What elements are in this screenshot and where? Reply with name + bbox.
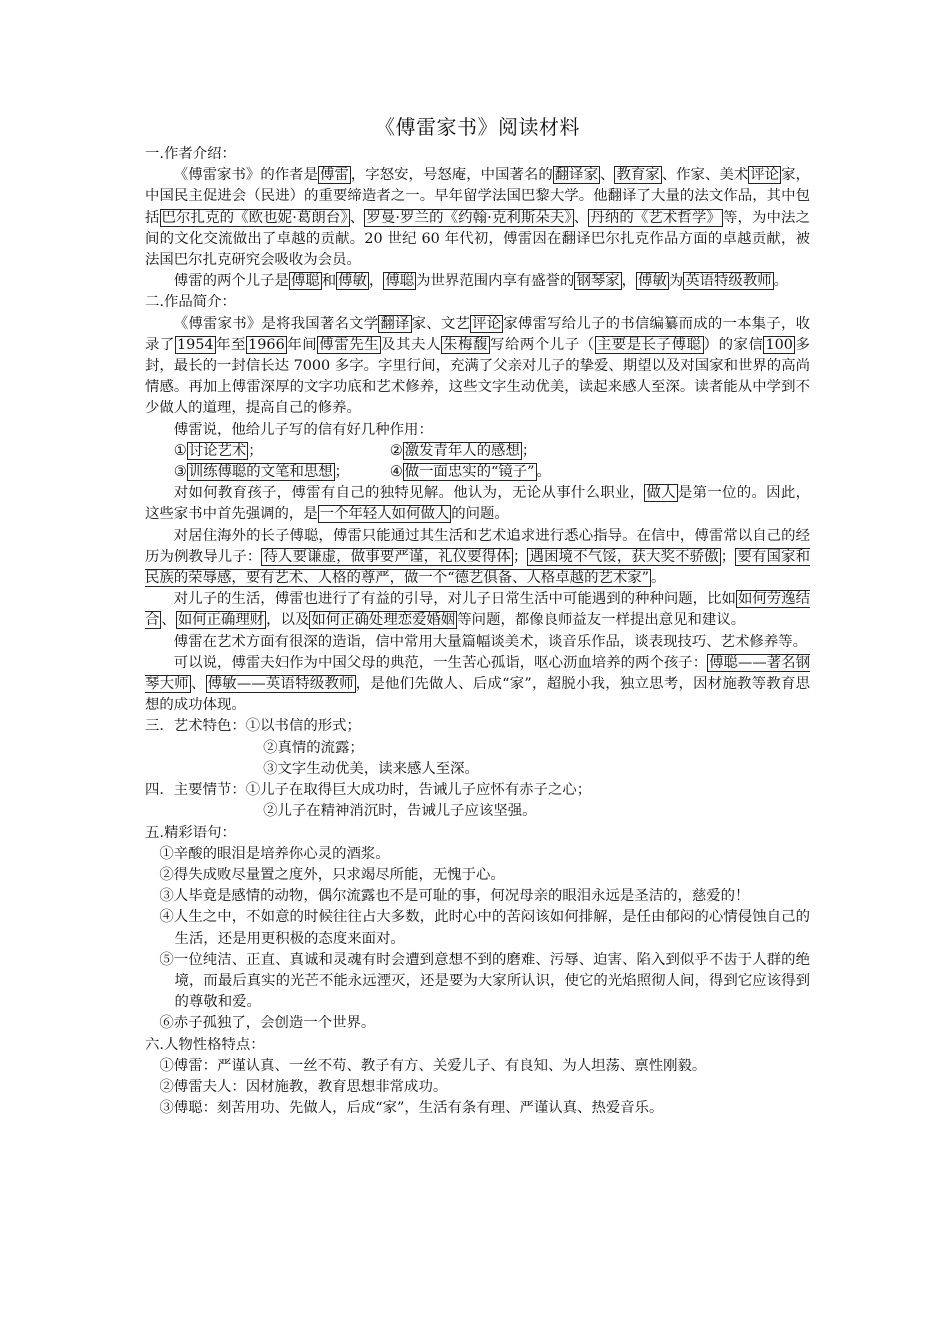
section-heading-plot xyxy=(145,780,810,801)
life-guidance-paragraph xyxy=(145,589,810,631)
section-heading-work: 二.作品简介： xyxy=(145,294,236,311)
boxed-keyword: 1966 xyxy=(248,336,285,353)
boxed-keyword: 翻译 xyxy=(380,315,410,332)
boxed-keyword: 一个年轻人如何做人 xyxy=(319,506,450,523)
character-item: ①傅雷：严谨认真、一丝不苟、教子有方、关爱儿子、有良知、为人坦荡、禀性刚毅。 xyxy=(159,1057,707,1074)
text-run: 《傅雷家书》的作者是 xyxy=(173,167,319,184)
art-paragraph: 傅雷在艺术方面有很深的造诣，信中常用大量篇幅谈美术，谈音乐作品，谈表现技巧、艺术修养等。 xyxy=(173,633,807,650)
document-title: 《傅雷家书》阅读材料 xyxy=(375,115,580,139)
text-run: 为 xyxy=(668,273,684,290)
boxed-keyword: 如何劳逸结合 xyxy=(145,591,810,629)
uses-intro: 傅雷说，他给儿子写的信有好几种作用： xyxy=(173,421,433,438)
boxed-keyword: 主要是长子傅聪 xyxy=(596,336,702,353)
text-run: ， xyxy=(368,273,384,290)
text-run: 的问题。 xyxy=(451,506,509,523)
text-run: 《傅雷家书》是将我国著名文学 xyxy=(173,315,379,332)
boxed-keyword: 激发青年人的感想 xyxy=(404,442,520,459)
use-punct: 。 xyxy=(536,464,551,481)
boxed-keyword: 翻译家 xyxy=(554,167,599,184)
quote-item: ④人生之中，不如意的时候往往占大多数，此时心中的苦闷该如何排解，是任由郁闷的心情侵蚀自己的生活，还是用更积极的态度来面对。 xyxy=(159,909,810,947)
boxed-keyword: 待人要谦虚，做事要严谨，礼仪要得体 xyxy=(263,548,511,565)
boxed-keyword: 傅雷 xyxy=(320,167,349,184)
quote-item: ③人毕竟是感情的动物，偶尔流露也不是可耻的事，何况母亲的眼泪永远是圣洁的，慈爱的！ xyxy=(159,888,750,905)
boxed-keyword: 巴尔扎克的《欧也妮·葛朗台》 xyxy=(161,209,348,226)
text-run: 家傅雷写给儿子的书信编纂而成的一本集子，收录了 xyxy=(145,315,810,353)
quote-item: ①辛酸的眼泪是培养你心灵的酒浆。 xyxy=(159,845,390,862)
text-run: 傅雷的两个儿子是 xyxy=(173,273,289,290)
uses-row xyxy=(145,462,810,483)
section-heading-art-features xyxy=(145,716,810,737)
boxed-keyword: 傅聪——著名钢琴大师 xyxy=(145,654,810,693)
boxed-keyword: 评论 xyxy=(750,167,780,184)
heading-text: 四．主要情节： xyxy=(145,782,246,799)
boxed-keyword: 傅聪 xyxy=(290,273,320,290)
boxed-keyword: 遇困境不气馁，获大奖不骄傲 xyxy=(529,548,719,565)
text-run: 是第一位的。因此，这些家书中首先强调的，是 xyxy=(145,485,810,523)
text-run: 、作家、美术 xyxy=(661,167,749,184)
text-run: 、 xyxy=(349,209,365,226)
use-number: ② xyxy=(389,442,403,459)
boxed-keyword: 100 xyxy=(765,336,793,353)
boxed-keyword: 如何正确处理恋爱婚姻 xyxy=(311,612,456,629)
text-run: ，是他们先做人、后成“家”，超脱小我，独立思考，因材施教等教育思想的成功体现。 xyxy=(145,676,810,714)
boxed-keyword: 评论 xyxy=(472,315,502,332)
section-heading-characters: 六.人物性格特点： xyxy=(145,1036,265,1053)
use-number: ④ xyxy=(389,464,403,481)
use-item xyxy=(174,462,390,483)
feature-item: ①以书信的形式； xyxy=(245,718,361,735)
text-run: 家、文艺 xyxy=(411,315,471,332)
text-run: 、 xyxy=(573,209,589,226)
use-number: ① xyxy=(173,442,187,459)
boxed-keyword: 教育家 xyxy=(616,167,660,184)
text-run: 写给两个儿子（ xyxy=(489,336,595,353)
feature-item: ③文字生动优美，读来感人至深。 xyxy=(263,760,479,777)
text-run: 、 xyxy=(161,612,176,629)
document-page xyxy=(145,112,810,1119)
boxed-keyword: 训练傅聪的文笔和思想 xyxy=(188,464,333,481)
text-run: 。 xyxy=(773,273,789,290)
use-punct: ； xyxy=(248,442,263,459)
boxed-keyword: 英语特级教师 xyxy=(685,273,772,290)
use-punct: ； xyxy=(334,464,350,481)
boxed-keyword: 傅雷先生 xyxy=(319,336,380,353)
use-punct: ； xyxy=(521,442,537,459)
text-run: ）的家信 xyxy=(703,336,764,353)
boxed-keyword: 傅敏 xyxy=(338,273,367,290)
text-run: 、 xyxy=(190,676,206,693)
text-run: 可以说，傅雷夫妇作为中国父母的典范，一生苦心孤诣，呕心沥血培养的两个孩子： xyxy=(173,654,708,671)
guidance-paragraph xyxy=(145,526,810,590)
character-item: ③傅聪：刻苦用功、先做人，后成“家”，生活有条有理、严谨认真、热爱音乐。 xyxy=(159,1100,664,1117)
text-run: ，以及 xyxy=(266,612,310,629)
boxed-keyword: 讨论艺术 xyxy=(188,442,247,459)
text-run: 、 xyxy=(600,167,615,184)
text-run: 多封，最长的一封信长达 7000 多字。字里行间，充满了父亲对儿子的挚爱、期望以及对国家和世界的高尚情感。再加上傅雷深厚的文字功底和艺术修养，这些文字生动优美，读起来感人至深。读者能从中学到不少做人的道理，提高自己的修养。 xyxy=(145,336,810,417)
quote-item: ⑥赤子孤独了，会创造一个世界。 xyxy=(159,1015,376,1032)
text-run: 对居住海外的长子傅聪，傅雷只能通过其生活和艺术追求进行悉心指导。在信中，傅雷常以自己的经历为例教导儿子： xyxy=(145,527,810,565)
work-intro-paragraph xyxy=(145,314,810,420)
section-heading-author: 一.作者介绍： xyxy=(145,146,236,162)
boxed-keyword: 丹纳的《艺术哲学》 xyxy=(590,209,721,226)
boxed-keyword: 傅敏 xyxy=(638,273,667,290)
conclusion-paragraph xyxy=(145,653,810,717)
text-run: 家，中国民主促进会（民进）的重要缔造者之一。早年留学法国巴黎大学。他翻译了大量的法文作品，其中包括 xyxy=(145,167,810,226)
text-run: 对如何教育孩子，傅雷有自己的独特见解。他认为，无论从事什么职业， xyxy=(173,485,645,502)
boxed-keyword: 傅聪 xyxy=(385,273,415,290)
use-item xyxy=(390,441,536,462)
character-item: ②傅雷夫人：因材施教，教育思想非常成功。 xyxy=(159,1078,448,1095)
text-run: ，字怒安，号怒庵，中国著名的 xyxy=(350,167,553,184)
text-run: ， xyxy=(621,273,637,290)
text-run: 年间 xyxy=(286,336,318,353)
use-number: ③ xyxy=(173,464,187,481)
text-run: 等，为中法之间的文化交流做出了卓越的贡献。20 世纪 60 年代初，傅雷因在翻译巴尔扎克作品方面的卓越贡献，被法国巴尔扎克研究会吸收为会员。 xyxy=(145,209,810,269)
text-run: ； xyxy=(720,548,736,565)
education-view-paragraph xyxy=(145,483,810,525)
feature-item: ②真情的流露； xyxy=(263,739,364,756)
text-run: 对儿子的生活，傅雷也进行了有益的引导，对儿子日常生活中可能遇到的种种问题，比如 xyxy=(173,591,736,608)
text-run: 。 xyxy=(651,570,666,587)
quote-item: ⑤一位纯洁、正直、真诚和灵魂有时会遭到意想不到的磨难、污辱、迫害、陷入到似乎不齿于人群的绝境，而最后真实的光芒不能永远湮灭，还是要为大家所认识，使它的光焰照彻人间，得到它应该得到的尊敬和爱。 xyxy=(159,951,810,1011)
use-item xyxy=(390,462,551,483)
text-run: 等问题，都像良师益友一样提出意见和建议。 xyxy=(457,612,746,629)
boxed-keyword: 如何正确理财 xyxy=(177,612,265,629)
boxed-keyword: 要有国家和民族的荣辱感，要有艺术、人格的尊严，做一个“德艺俱备、人格卓越的艺术家” xyxy=(145,548,810,587)
heading-text: 三．艺术特色： xyxy=(145,718,246,735)
boxed-keyword: 做人 xyxy=(646,485,676,502)
boxed-keyword: 罗曼·罗兰的《约翰·克利斯朵夫》 xyxy=(366,209,572,226)
sons-paragraph xyxy=(145,271,810,292)
plot-item: ②儿子在精神消沉时，告诫儿子应该坚强。 xyxy=(263,803,537,820)
text-run: 为世界范围内享有盛誉的 xyxy=(416,273,575,290)
text-run: 年至 xyxy=(215,336,247,353)
section-heading-quotes: 五.精彩语句： xyxy=(145,824,236,841)
boxed-keyword: 钢琴家 xyxy=(576,273,620,290)
boxed-keyword: 朱梅馥 xyxy=(443,336,488,353)
use-item xyxy=(174,441,390,462)
plot-item: ①儿子在取得巨大成功时，告诫儿子应怀有赤子之心； xyxy=(245,782,592,799)
text-run: ； xyxy=(512,548,528,565)
text-run: 及其夫人 xyxy=(381,336,442,353)
boxed-keyword: 做一面忠实的“镜子” xyxy=(404,464,535,481)
author-intro-paragraph xyxy=(145,165,810,271)
text-run: 和 xyxy=(321,273,337,290)
quote-item: ②得失成败尽量置之度外，只求竭尽所能，无愧于心。 xyxy=(159,866,505,883)
boxed-keyword: 1954 xyxy=(176,336,214,353)
boxed-keyword: 傅敏——英语特级教师 xyxy=(207,676,354,693)
uses-row xyxy=(145,441,810,462)
